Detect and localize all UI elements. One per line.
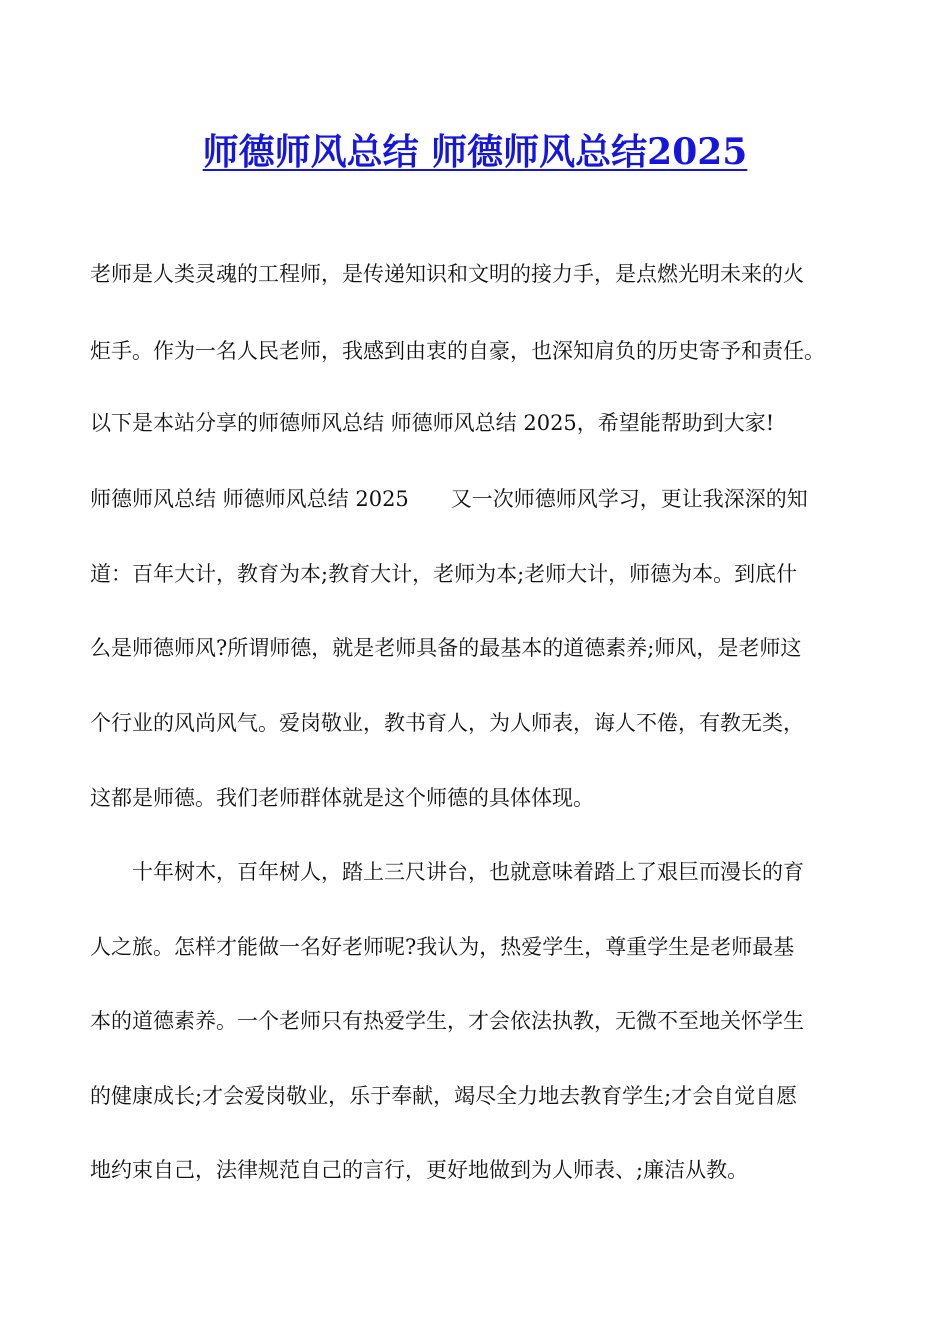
body-line-5: 道：百年大计，教育为本;教育大计，老师为本;老师大计，师德为本。到底什 (90, 562, 798, 586)
document-title[interactable]: 师德师风总结 师德师风总结2025 (202, 131, 748, 173)
body-line-3: 以下是本站分享的师德师风总结 师德师风总结 2025，希望能帮助到大家! (90, 411, 775, 435)
body-line-13: 地约束自己，法律规范自己的言行，更好地做到为人师表、;廉洁从教。 (90, 1158, 749, 1182)
body-line-4: 师德师风总结 师德师风总结 2025 又一次师德师风学习，更让我深深的知 (90, 487, 808, 511)
body-line-9: 十年树木，百年树人，踏上三尺讲台，也就意味着踏上了艰巨而漫长的育 (90, 860, 804, 884)
body-line-2: 炬手。作为一名人民老师，我感到由衷的自豪，也深知肩负的历史寄予和责任。 (90, 339, 825, 363)
body-line-6: 么是师德师风?所谓师德，就是老师具备的最基本的道德素养;师风，是老师这 (90, 636, 802, 660)
body-line-1: 老师是人类灵魂的工程师，是传递知识和文明的接力手，是点燃光明未来的火 (90, 262, 804, 286)
body-line-8: 这都是师德。我们老师群体就是这个师德的具体体现。 (90, 786, 594, 810)
body-line-7: 个行业的风尚风气。爱岗敬业，教书育人，为人师表，诲人不倦，有教无类， (90, 711, 804, 735)
body-line-10: 人之旅。怎样才能做一名好老师呢?我认为，热爱学生，尊重学生是老师最基 (90, 935, 795, 959)
body-line-11: 本的道德素养。一个老师只有热爱学生，才会依法执教，无微不至地关怀学生 (90, 1009, 804, 1033)
body-line-12: 的健康成长;才会爱岗敬业，乐于奉献，竭尽全力地去教育学生;才会自觉自愿 (90, 1084, 798, 1108)
